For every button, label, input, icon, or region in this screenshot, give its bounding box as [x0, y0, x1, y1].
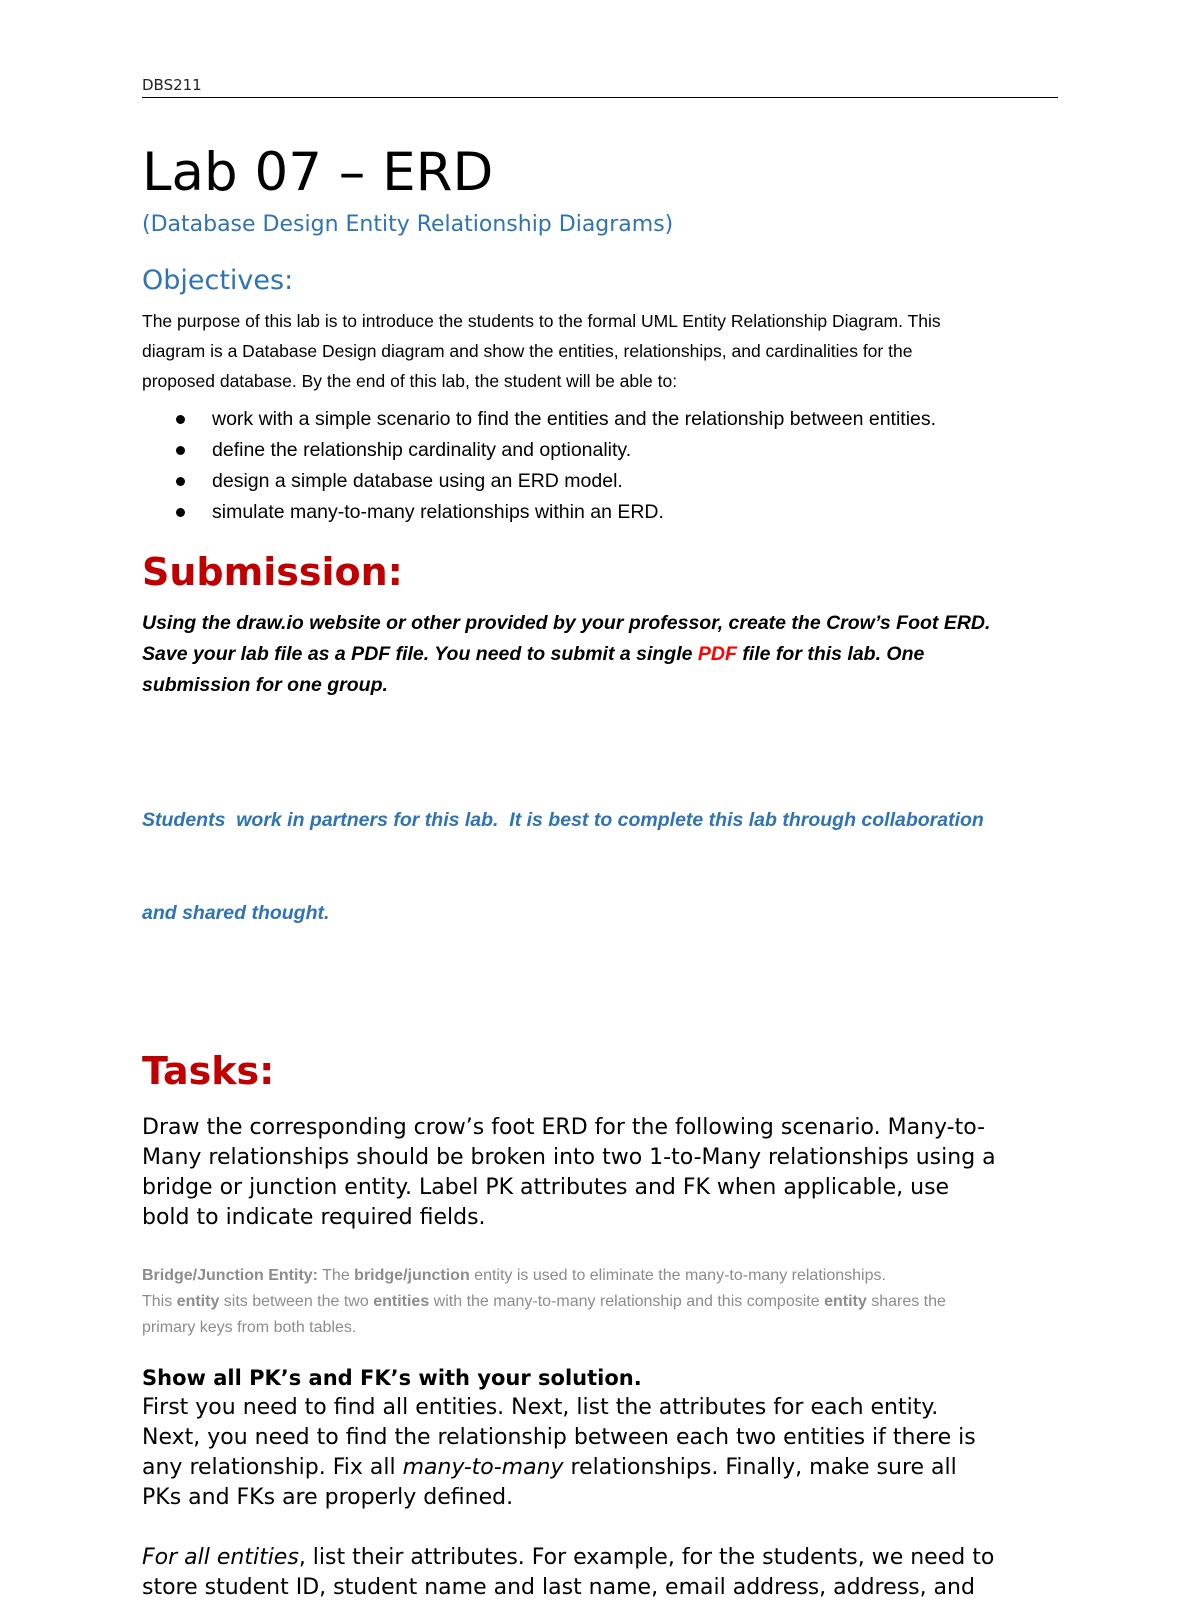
- bridge-text: shares the: [866, 1293, 946, 1310]
- steps-text: relationships. Finally, make sure all: [563, 1455, 957, 1480]
- submission-text: Save your lab file as a PDF file. You need to submit a single: [142, 643, 698, 665]
- page-content: [142, 140, 1062, 1603]
- forall-emphasis: For all entities: [142, 1545, 299, 1570]
- pk-fk-heading: Show all PK’s and FK’s with your solution.: [142, 1366, 642, 1390]
- tasks-heading: Tasks:: [142, 1049, 275, 1093]
- bridge-term: entity: [824, 1293, 867, 1310]
- bridge-text: with the many-to-many relationship and this composite: [429, 1293, 825, 1310]
- submission-text: file for this lab. One: [736, 643, 925, 665]
- partners-note: [142, 743, 1062, 991]
- bridge-entity-note: [142, 1263, 1062, 1341]
- partners-line: and shared thought.: [142, 902, 330, 924]
- partners-line: Students work in partners for this lab. It is best to complete this lab through collaboration: [142, 809, 984, 831]
- attributes-paragraph: [142, 1543, 1062, 1603]
- submission-line: Using the draw.io website or other provided by your professor, create the Crow’s Foot ERD.: [142, 612, 991, 634]
- submission-instructions: [142, 608, 1062, 701]
- list-item-text: define the relationship cardinality and optionality.: [212, 439, 632, 461]
- steps-line: Next, you need to find the relationship between each two entities if there is: [142, 1425, 976, 1450]
- steps-line: PKs and FKs are properly defined.: [142, 1485, 514, 1510]
- list-item-text: work with a simple scenario to find the entities and the relationship between entities.: [212, 408, 937, 430]
- forall-text: , list their attributes. For example, for the students, we need to: [298, 1545, 995, 1570]
- bridge-line: primary keys from both tables.: [142, 1319, 357, 1336]
- bridge-text: The: [318, 1267, 355, 1284]
- steps-emphasis: many-to-many: [402, 1455, 564, 1480]
- bridge-text: This: [142, 1293, 177, 1310]
- bridge-term: bridge/junction: [354, 1267, 470, 1284]
- intro-line: The purpose of this lab is to introduce the students to the formal UML Entity Relationship Diagram. This: [142, 311, 941, 331]
- page-title: Lab 07 – ERD: [142, 142, 494, 203]
- bullet-icon: [176, 446, 185, 455]
- list-item-text: design a simple database using an ERD model.: [212, 470, 623, 492]
- list-item-text: simulate many-to-many relationships within an ERD.: [212, 501, 664, 523]
- forall-line: [142, 1543, 1062, 1573]
- task-steps: [142, 1393, 1062, 1513]
- bridge-line: [142, 1263, 1062, 1289]
- list-item: [142, 497, 1062, 528]
- bridge-term: entities: [373, 1293, 430, 1310]
- submission-line: [142, 639, 1062, 670]
- bullet-icon: [176, 415, 185, 424]
- intro-line: diagram is a Database Design diagram and show the entities, relationships, and cardinalities for the: [142, 341, 913, 361]
- pdf-highlight: PDF: [697, 643, 737, 665]
- submission-heading: Submission:: [142, 550, 403, 594]
- header-course-code: DBS211: [142, 76, 202, 94]
- task-line: Draw the corresponding crow’s foot ERD for the following scenario. Many-to-: [142, 1115, 986, 1140]
- page-subtitle: (Database Design Entity Relationship Diagrams): [142, 212, 674, 237]
- task-line: bold to indicate required fields.: [142, 1205, 486, 1230]
- bridge-text: sits between the two: [219, 1293, 374, 1310]
- submission-line: submission for one group.: [142, 674, 388, 696]
- task-line: bridge or junction entity. Label PK attributes and FK when applicable, use: [142, 1175, 950, 1200]
- list-item: [142, 435, 1062, 466]
- task-line: Many relationships should be broken into two 1-to-Many relationships using a: [142, 1145, 996, 1170]
- header-divider: [142, 97, 1058, 98]
- steps-line: First you need to find all entities. Next, list the attributes for each entity.: [142, 1395, 939, 1420]
- bridge-text: entity is used to eliminate the many-to-many relationships.: [469, 1267, 886, 1284]
- objectives-intro: [142, 306, 1062, 396]
- bridge-term: entity: [176, 1293, 220, 1310]
- intro-line: proposed database. By the end of this lab, the student will be able to:: [142, 371, 678, 391]
- task-description: [142, 1113, 1062, 1233]
- steps-text: any relationship. Fix all: [142, 1455, 403, 1480]
- objectives-list: [142, 404, 1062, 528]
- bullet-icon: [176, 508, 185, 517]
- bridge-line: [142, 1289, 1062, 1315]
- list-item: [142, 466, 1062, 497]
- list-item: [142, 404, 1062, 435]
- bridge-label: Bridge/Junction Entity:: [142, 1267, 318, 1284]
- forall-line: store student ID, student name and last name, email address, address, and: [142, 1575, 975, 1600]
- objectives-heading: Objectives:: [142, 265, 294, 296]
- bullet-icon: [176, 477, 185, 486]
- steps-line: [142, 1453, 1062, 1483]
